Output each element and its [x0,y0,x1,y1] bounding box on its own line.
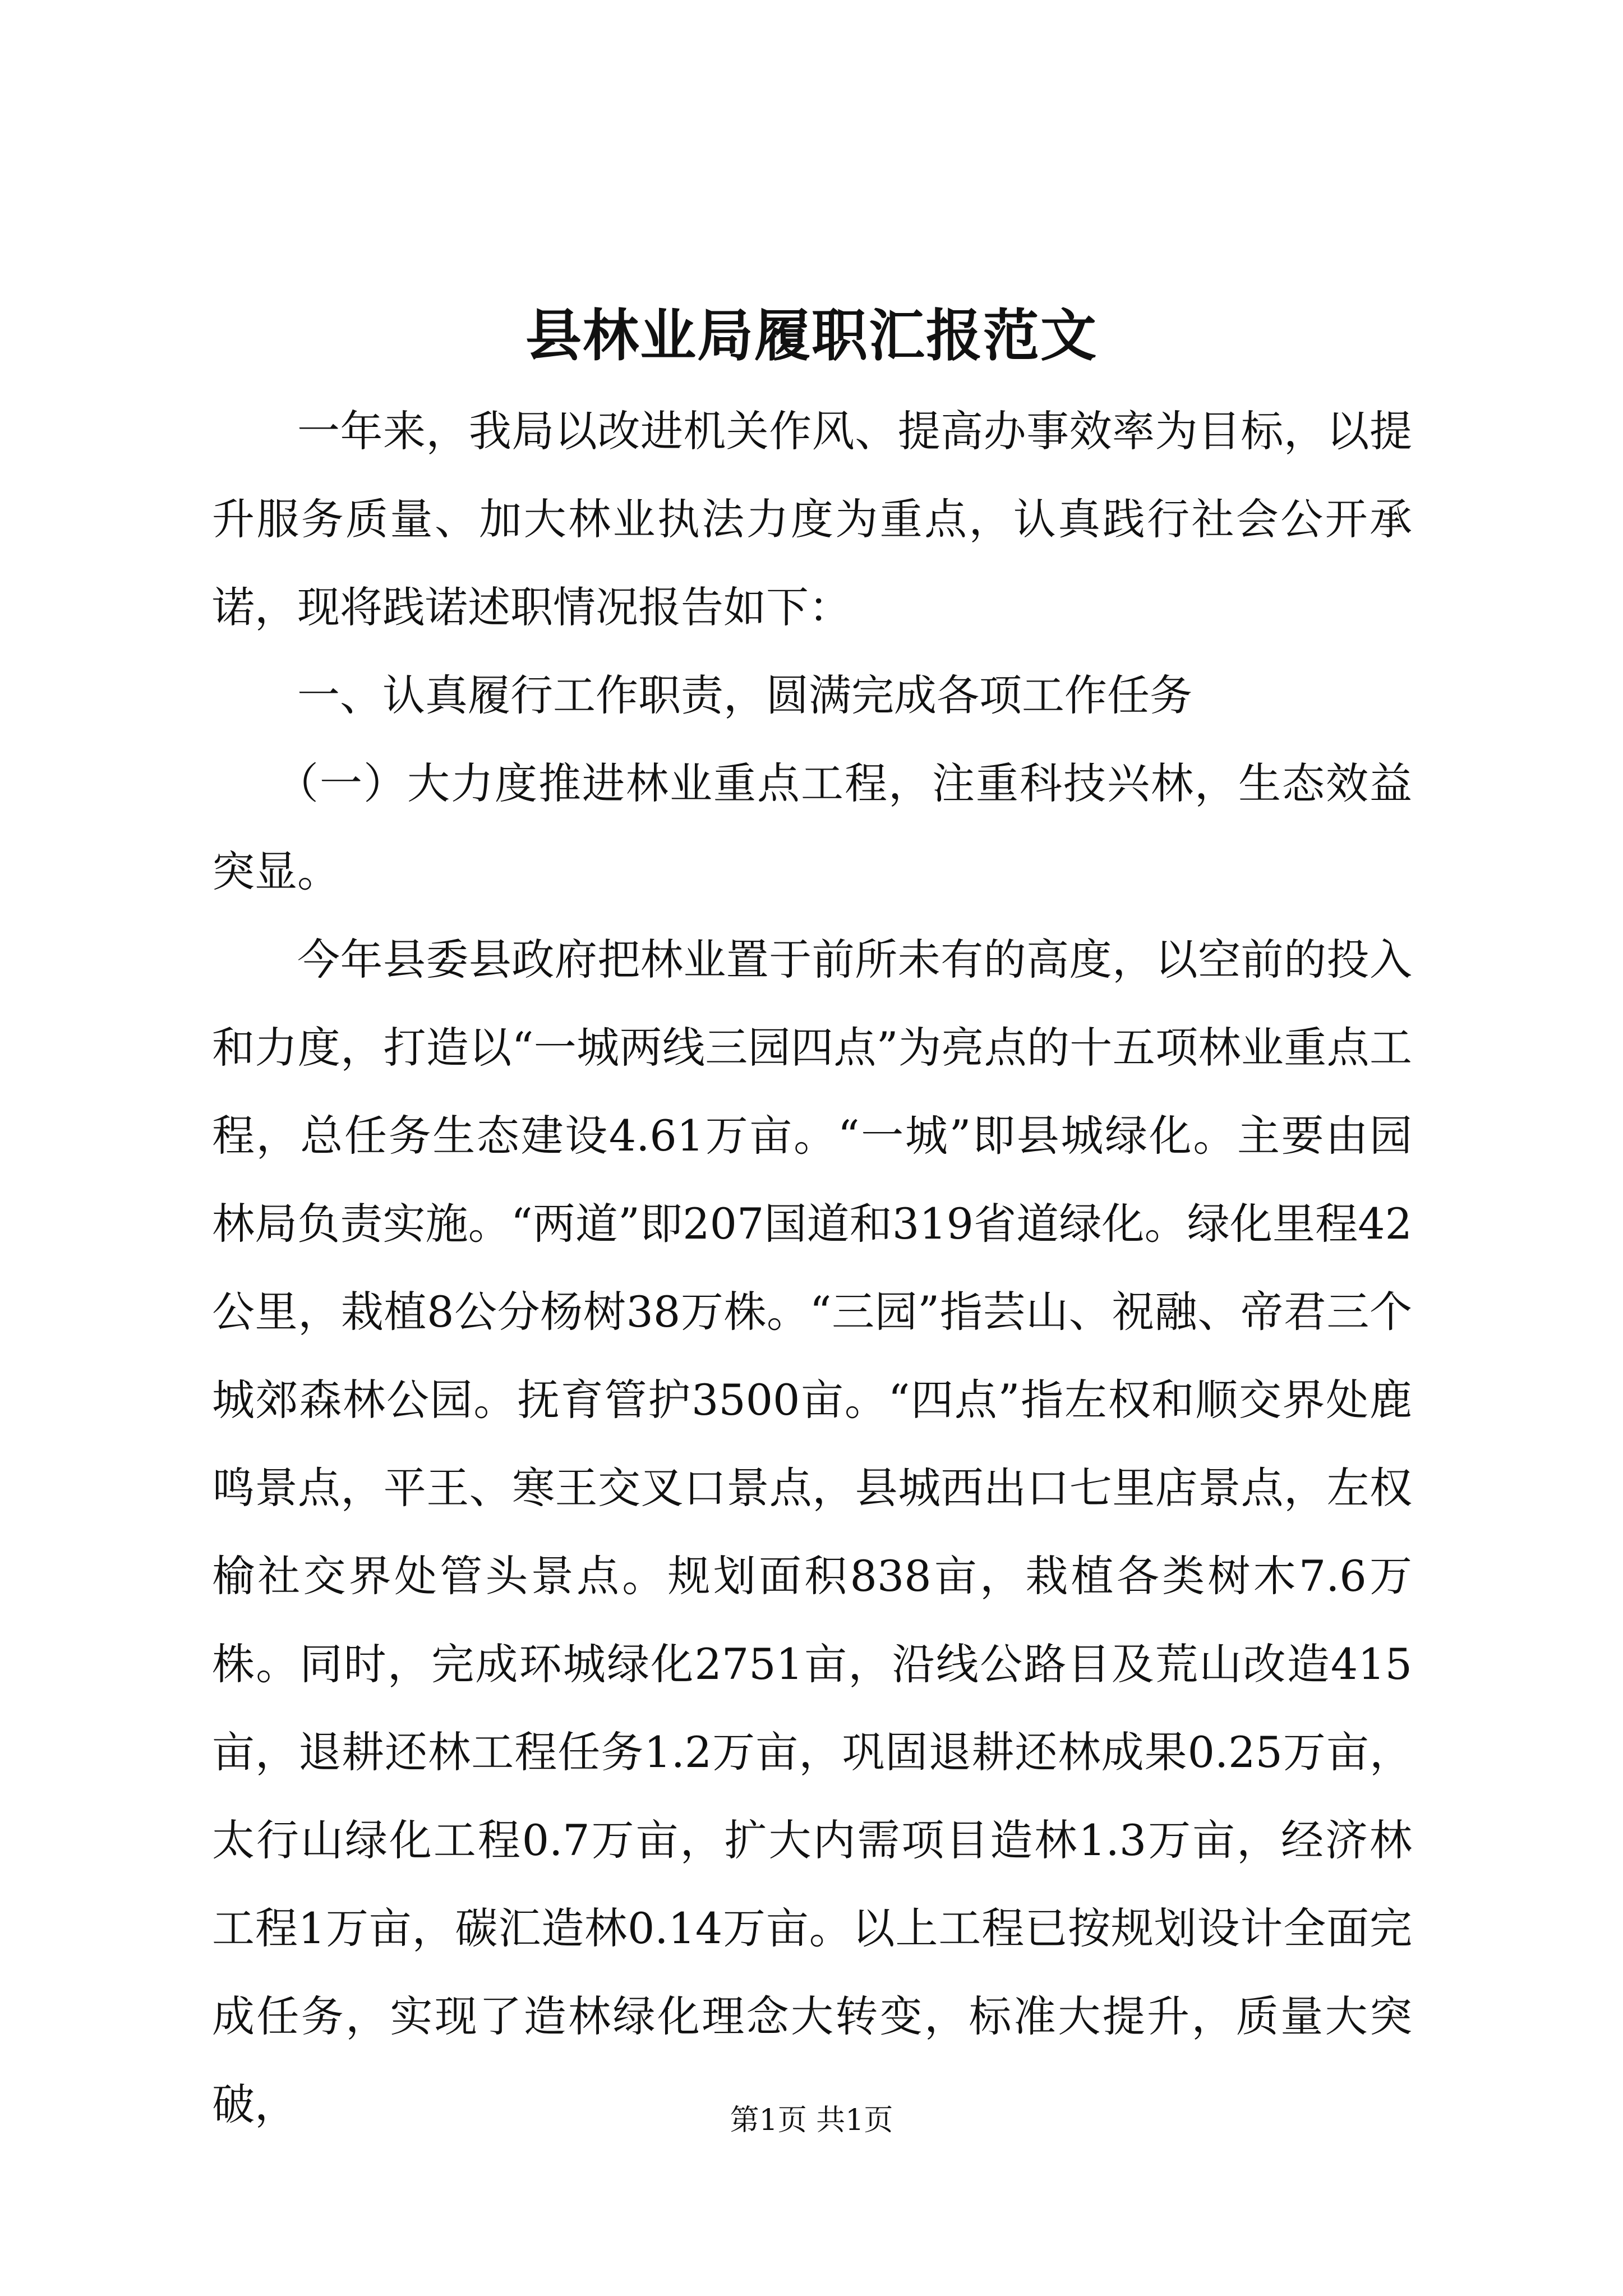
body-paragraph: 今年县委县政府把林业置于前所未有的高度，以空前的投入和力度，打造以“一城两线三园四点”为亮点的十五项林业重点工程，总任务生态建设4.61万亩。“一城”即县城绿化。主要由园林局负责实施。“两道”即207国道和319省道绿化。绿化里程42公里，栽植8公分杨树38万株。“三园”指芸山、祝融、帝君三个城郊森林公园。抚育管护3500亩。“四点”指左权和顺交界处鹿鸣景点，平王、寒王交叉口景点，县城西出口七里店景点，左权榆社交界处管头景点。规划面积838亩，栽植各类树木7.6万株。同时，完成环城绿化2751亩，沿线公路目及荒山改造415亩，退耕还林工程任务1.2万亩，巩固退耕还林成果0.25万亩，太行山绿化工程0.7万亩，扩大内需项目造林1.3万亩，经济林工程1万亩，碳汇造林0.14万亩。以上工程已按规划设计全面完成任务，实现了造林绿化理念大转变，标准大提升，质量大突破， [212,935,1412,2129]
intro-paragraph: 一年来，我局以改进机关作风、提高办事效率为目标，以提升服务质量、加大林业执法力度为重点，认真践行社会公开承诺，现将践诺述职情况报告如下： [212,406,1412,632]
document-body [212,387,1412,2148]
section-heading: 一、认真履行工作职责，圆满完成各项工作任务 [297,670,1192,720]
document-title: 县林业局履职汇报范文 [525,302,1098,369]
page-footer: 第1页 共1页 [730,2104,893,2137]
subsection-heading: （一）大力度推进林业重点工程，注重科技兴林，生态效益突显。 [212,758,1412,896]
